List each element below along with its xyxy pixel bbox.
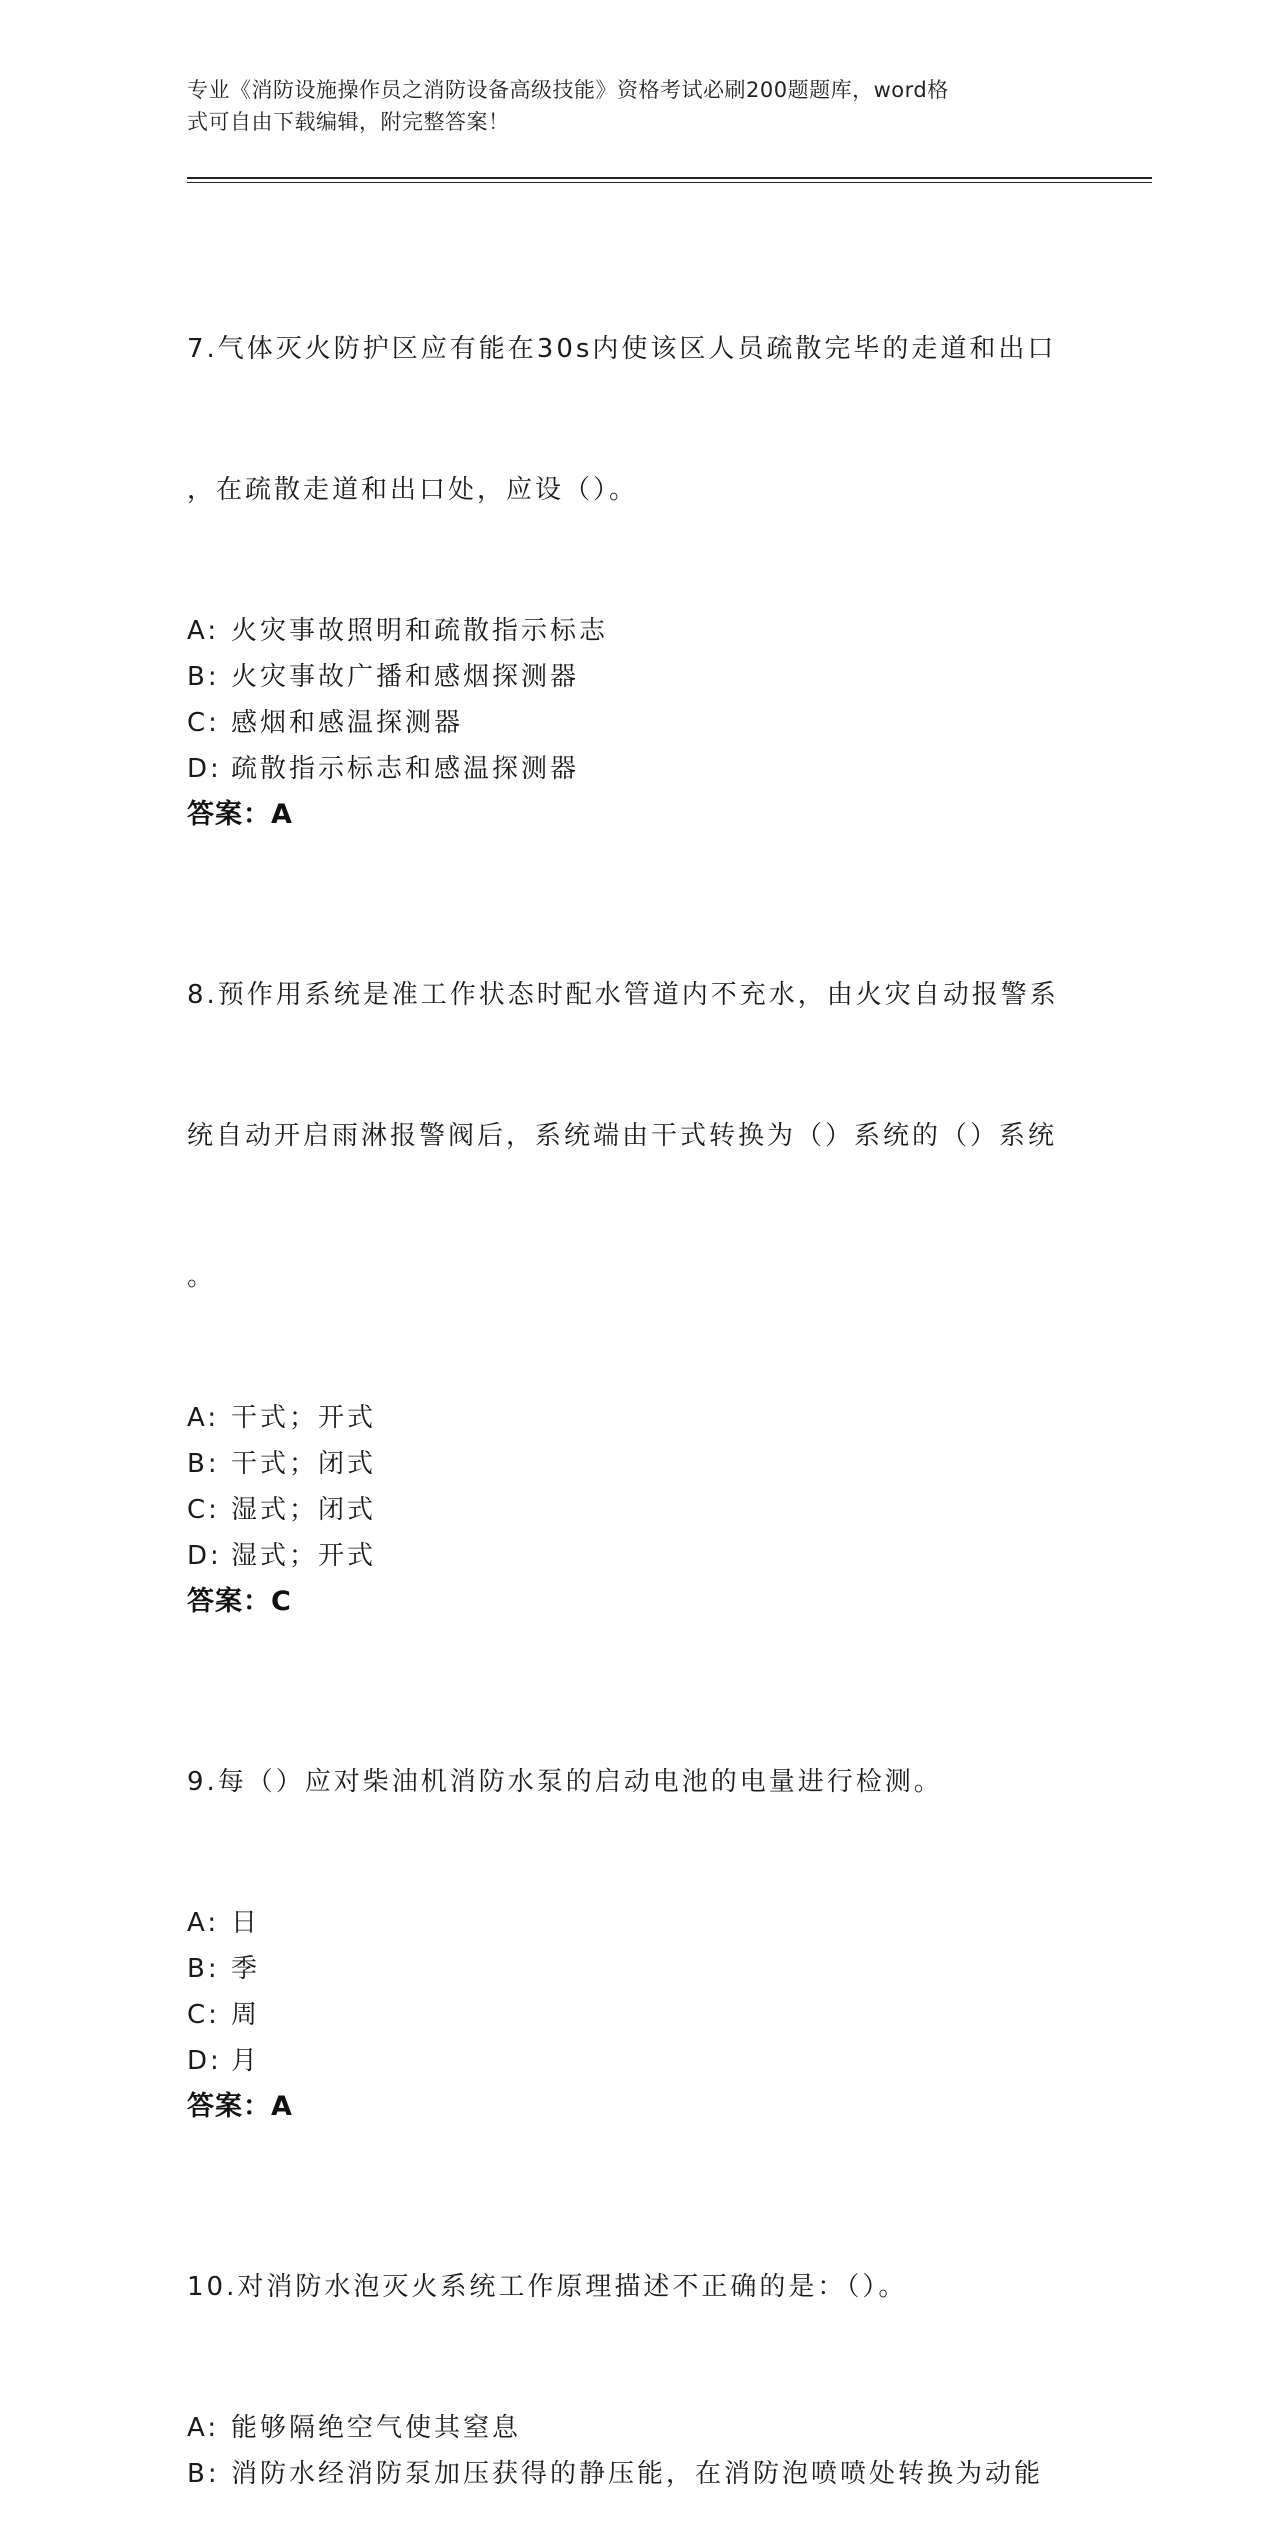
option-c [187,1487,1087,1533]
question-stem-line: 统自动开启雨淋报警阀后，系统端由干式转换为（）系统的（）系统 [187,1121,1058,1151]
option-b [187,1441,1087,1487]
option-a [187,1395,1087,1441]
question-item [187,1665,1087,2130]
option-letter: D: [187,754,222,784]
header-divider-thin [187,182,1152,183]
header-line-1: 专业《消防设施操作员之消防设备高级技能》资格考试必刷200题题库，word格 [187,78,949,102]
option-a [187,2405,1087,2451]
question-stem-line: 9.每（）应对柴油机消防水泵的启动电池的电量进行检测。 [187,1767,943,1797]
question-item [187,2170,1087,2497]
question-list [187,232,1087,2537]
option-letter: A: [187,616,220,646]
option-text: 消防水经消防泵加压获得的静压能，在消防泡喷喷处转换为动能 [231,2459,1044,2489]
option-letter: B: [187,1954,220,1984]
question-stem [187,2170,1087,2405]
option-text: 周 [231,2000,261,2030]
option-text: 湿式；闭式 [231,1495,377,1525]
question-stem-line: ，在疏散走道和出口处，应设（）。 [187,475,639,505]
question-stem-line: 10.对消防水泡灭火系统工作原理描述不正确的是：（）。 [187,2272,908,2302]
option-text: 日 [231,1908,261,1938]
option-b [187,1946,1087,1992]
question-stem-line: 8.预作用系统是准工作状态时配水管道内不充水，由火灾自动报警系 [187,980,1059,1010]
header-line-2: 式可自由下载编辑，附完整答案！ [187,110,510,134]
question-stem [187,1665,1087,1900]
option-letter: A: [187,1403,220,1433]
option-text: 干式；闭式 [231,1449,377,1479]
option-letter: C: [187,708,220,738]
header-divider-thick [187,177,1152,179]
question-stem-line: 。 [187,1262,217,1292]
option-text: 火灾事故照明和疏散指示标志 [231,616,609,646]
option-text: 月 [231,2046,261,2076]
option-letter: B: [187,2459,220,2489]
option-letter: C: [187,2000,220,2030]
option-c [187,700,1087,746]
answer-line: 答案：A [187,2091,293,2122]
option-letter: A: [187,1908,220,1938]
option-b [187,654,1087,700]
option-letter: C: [187,1495,220,1525]
option-letter: B: [187,662,220,692]
option-text: 能够隔绝空气使其窒息 [231,2413,522,2443]
option-d [187,1533,1087,1579]
option-letter: B: [187,1449,220,1479]
question-stem [187,878,1087,1395]
question-item [187,878,1087,1625]
question-stem-line: 7.气体灭火防护区应有能在30s内使该区人员疏散完毕的走道和出口 [187,334,1057,364]
option-letter: D: [187,1541,222,1571]
option-text: 火灾事故广播和感烟探测器 [231,662,580,692]
option-a [187,608,1087,654]
question-stem [187,232,1087,608]
option-text: 感烟和感温探测器 [231,708,464,738]
answer-line: 答案：A [187,799,293,830]
answer-line: 答案：C [187,1586,292,1617]
option-text: 湿式；开式 [231,1541,377,1571]
option-b [187,2451,1087,2497]
option-letter: A: [187,2413,220,2443]
option-text: 疏散指示标志和感温探测器 [231,754,580,784]
option-text: 季 [231,1954,261,1984]
option-text: 干式；开式 [231,1403,377,1433]
option-letter: D: [187,2046,222,2076]
option-a [187,1900,1087,1946]
option-d [187,746,1087,792]
option-c [187,1992,1087,2038]
document-header [187,74,1067,138]
question-item [187,232,1087,838]
option-d [187,2038,1087,2084]
